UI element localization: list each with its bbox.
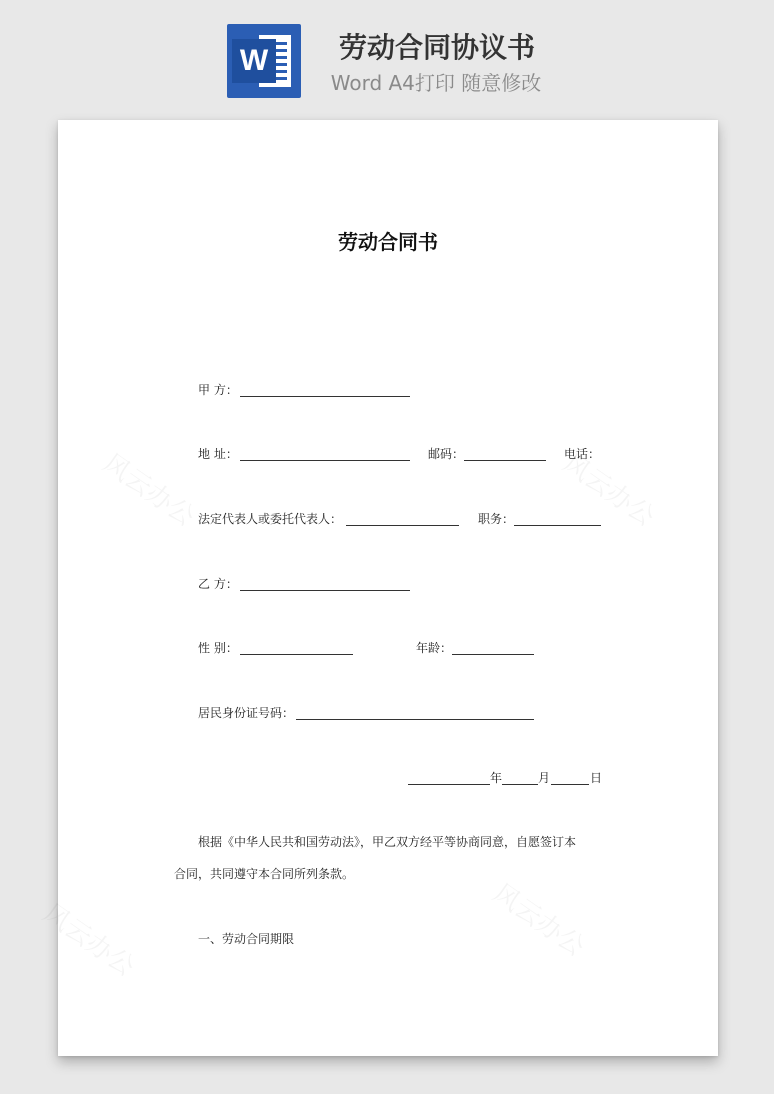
position-label: 职务： — [478, 512, 515, 526]
year-blank[interactable] — [408, 784, 490, 785]
preamble-line-1: 根据《中华人民共和国劳动法》，甲乙双方经平等协商同意，自愿签订本 — [198, 835, 577, 849]
position-blank[interactable] — [514, 525, 601, 526]
watermark — [37, 894, 143, 984]
watermark — [487, 874, 593, 964]
party-a-blank[interactable] — [240, 396, 410, 397]
address-blank[interactable] — [240, 460, 410, 461]
day-blank[interactable] — [551, 784, 589, 785]
preamble-line-2: 合同，共同遵守本合同所列条款。 — [174, 867, 355, 881]
section-heading: 一、劳动合同期限 — [198, 932, 295, 946]
gender-blank[interactable] — [240, 654, 353, 655]
party-a-label: 甲 方： — [198, 383, 238, 397]
word-icon-letter: W — [232, 39, 276, 83]
phone-label: 电话： — [564, 447, 601, 461]
word-icon — [227, 24, 301, 98]
postcode-blank[interactable] — [464, 460, 546, 461]
id-number-label: 居民身份证号码： — [198, 706, 295, 720]
legal-rep-blank[interactable] — [346, 525, 459, 526]
id-number-blank[interactable] — [296, 719, 534, 720]
postcode-label: 邮码： — [428, 447, 465, 461]
header-banner — [0, 0, 774, 110]
document-title: 劳动合同书 — [338, 230, 438, 254]
legal-rep-label: 法定代表人或委托代表人： — [198, 512, 343, 526]
age-label: 年龄： — [416, 641, 453, 655]
year-label: 年 — [490, 771, 503, 785]
age-blank[interactable] — [452, 654, 534, 655]
party-b-label: 乙 方： — [198, 577, 238, 591]
document-page — [58, 120, 718, 1056]
gender-label: 性 别： — [198, 641, 238, 655]
month-label: 月 — [538, 771, 551, 785]
party-b-blank[interactable] — [240, 590, 410, 591]
day-label: 日 — [590, 771, 603, 785]
month-blank[interactable] — [502, 784, 538, 785]
banner-title: 劳动合同协议书 — [338, 31, 535, 64]
watermark — [97, 444, 203, 534]
banner-subtitle: Word A4打印 随意修改 — [330, 71, 542, 95]
address-label: 地 址： — [198, 447, 238, 461]
